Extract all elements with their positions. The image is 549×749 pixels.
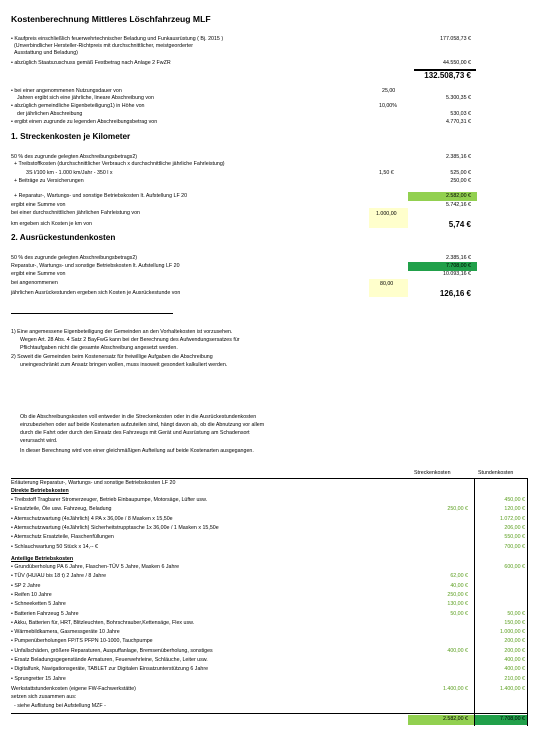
table-row-strecke: 250,00 € — [447, 591, 468, 598]
own-share-basis: der jährlichen Abschreibung — [17, 111, 83, 117]
footnote-1b: Wegen Art. 28 Abs. 4 Satz 2 BayFwG kann bei der Berechnung des Aufwendungsersatzes für — [20, 337, 240, 343]
footnote-1c: Pflichtaufgaben nicht die gesamte Abschreibung angesetzt werden. — [20, 345, 178, 351]
purchase-price-label: • Kaufpreis einschließlich feuerwehrtechnischer Beladung und Funkausrüstung ( Bj. 2015 ) — [11, 36, 224, 42]
footnote-rule — [11, 313, 173, 314]
s2-hours-value: 80,00 — [380, 281, 394, 287]
table-row-strecke: 62,00 € — [450, 573, 468, 580]
section-2-heading: 2. Ausrückestundenkosten — [11, 233, 116, 242]
s1-depreciation-value: 2.385,16 € — [445, 154, 471, 160]
annual-depreciation-value: 5.300,35 € — [445, 95, 471, 101]
table-row-label: • Batterien Fahrzeug 5 Jahre — [11, 610, 79, 617]
s1-per-km-label: km ergeben sich Kosten je km von — [11, 221, 92, 227]
table-header-rule — [11, 478, 527, 479]
table-row-label: • Atemschutz Ersatzteile, Flaschenfüllungen — [11, 534, 114, 541]
s1-fuel-calc: 3S l/100 km - 1.000 km/Jahr - 350 l x — [26, 170, 113, 176]
s1-sum-value: 5.742,16 € — [445, 202, 471, 208]
table-row-label: • SP 2 Jahre — [11, 582, 41, 589]
table-row-stunden: 400,00 € — [504, 666, 525, 673]
table-row-label: • TÜV (HU/AU bis 18 t) 2 Jahre / 8 Jahre — [11, 573, 107, 580]
table-row-stunden: 150,00 € — [504, 619, 525, 626]
s1-fuel-price: 1,50 € — [379, 170, 394, 176]
table-row-strecke: 40,00 € — [450, 582, 468, 589]
table-row-label: • Schlauchwartung 50 Stück x 14,-- € — [11, 543, 98, 550]
table-right-border — [527, 478, 528, 726]
note-line-4: verursacht wird. — [20, 438, 58, 444]
s2-repair-value: 7.708,00 € — [445, 263, 471, 269]
table-row-label: • Sprungretter 15 Jahre — [11, 675, 66, 682]
own-share-percent: 10,00% — [379, 103, 397, 109]
table-explanation: Erläuterung Reparatur-, Wartungs- und sonstige Betriebskosten LF 20 — [11, 480, 176, 486]
total-stunden: 7.708,00 € — [499, 716, 525, 722]
table-row-label: • Unfallschäden, größere Reparaturen, Auspuffanlage, Bremsenüberholung, sonstiges — [11, 647, 213, 654]
table-row-label: • Ersatz Beladungsgegenstände Armaturen, Feuerwehrleine, Schläuche, Leiter usw. — [11, 657, 208, 663]
table-row-stunden: 200,00 € — [504, 638, 525, 645]
s1-insurance-label: + Beiträge zu Versicherungen — [14, 178, 84, 184]
table-row-stunden: 200,00 € — [504, 647, 525, 654]
s1-mileage-value: 1.000,00 — [376, 211, 397, 217]
table-row-strecke: 250,00 € — [447, 506, 468, 513]
s1-fuel-label: + Treibstoffkosten (durchschnittlicher Verbrauch x durchschnittliche jährliche Fahrleistung) — [14, 161, 225, 167]
table-row-stunden: 1.072,00 € — [499, 515, 525, 522]
group-direct-costs: Direkte Betriebskosten — [11, 488, 69, 494]
s2-per-hour-label: jährlichen Ausrückestunden ergeben sich Kosten je Ausrückestunde von — [11, 290, 181, 296]
table-row-stunden: 206,00 € — [504, 524, 525, 531]
table-row-stunden: 120,00 € — [504, 506, 525, 513]
subsidy-value: 44.550,00 € — [443, 60, 471, 66]
table-row-label: • Digitalfunk, Navigationsgeräte, TABLET zur Digitalen Einsatzunterstützung 6 Jahre — [11, 666, 209, 673]
purchase-price-value: 177.058,73 € — [440, 36, 471, 42]
reference-label: - siehe Auflistung bei Aufstellung MZF - — [14, 703, 106, 709]
note-line-5: In dieser Berechnung wird von einer gleichmäßigen Aufteilung auf beide Kostenarten ausgegangen. — [20, 448, 254, 454]
table-row-label: • Wärmebildkamera, Gasmessgeräte 10 Jahre — [11, 629, 120, 636]
table-row-stunden: 400,00 € — [504, 657, 525, 663]
s1-repair-value: 2.582,00 € — [445, 193, 471, 199]
table-row-label: • Reifen 10 Jahre — [11, 591, 52, 598]
workshop-stunden: 1.400,00 € — [499, 686, 525, 692]
section-1-heading: 1. Streckenkosten je Kilometer — [11, 132, 131, 141]
note-line-1: Ob die Abschreibungskosten voll entweder in die Streckenkosten oder in die Ausrückestundenkosten — [20, 414, 257, 420]
table-total-rule — [11, 713, 527, 714]
annual-depreciation-label: Jahren ergibt sich eine jährliche, lineare Abschreibung von — [17, 95, 154, 101]
table-row-label: • Atemschutzwartung (4xJährlich) Sicherheitstrupptasche 1x 36,00e / 1 Masken x 15,50e — [11, 524, 219, 531]
table-row-stunden: 210,00 € — [504, 675, 525, 682]
table-row-stunden: 450,00 € — [504, 497, 525, 503]
table-row-stunden: 700,00 € — [504, 543, 525, 550]
total-strecke: 2.582,00 € — [442, 716, 468, 722]
table-row-label: • Akku, Batterien für, HRT, Blitzleuchten, Bohrschrauber,Kettensäge, Flex usw. — [11, 619, 195, 626]
s2-hours-label: bei angenommenen — [11, 280, 58, 286]
lifetime-label: • bei einer angenommenen Nutzungsdauer von — [11, 88, 122, 94]
own-share-label: • abzüglich gemeindliche Eigenbeteiligung1) in Höhe von — [11, 103, 145, 109]
s2-depreciation-value: 2.385,16 € — [445, 255, 471, 261]
table-row-label: • Grundüberholung PA 6 Jahre, Flaschen-TÜV 5 Jahre, Masken 6 Jahre — [11, 564, 180, 570]
table-row-stunden: 50,00 € — [507, 610, 525, 617]
table-row-label: • Pumpenüberholungen FP/TS PFPN 10-1000, Tauchpumpe — [11, 638, 153, 645]
compose-label: setzen sich zusammen aus: — [11, 694, 77, 700]
group-proportional-costs: Anteilige Betriebskosten — [11, 556, 74, 562]
table-row-strecke: 130,00 € — [447, 601, 468, 608]
table-row-stunden: 550,00 € — [504, 534, 525, 541]
depreciation-basis-value: 4.770,31 € — [445, 119, 471, 125]
s2-depreciation-label: 50 % des zugrunde gelegten Abschreibungsbetrags2) — [11, 255, 138, 261]
table-row-label: • Ersatzteile, Öle usw. Fahrzeug, Beladung — [11, 506, 112, 513]
purchase-note-1: (Unverbindlicher Hersteller-Richtpreis mit durchschnittlicher, meistgeorderter — [14, 43, 193, 49]
purchase-note-2: Ausstattung und Beladung) — [14, 50, 78, 56]
s1-mileage-label: bei einer durchschnittlichen jährlichen Fahrleistung von — [11, 210, 140, 216]
s2-per-hour-result: 126,16 € — [439, 289, 471, 298]
table-row-strecke: 50,00 € — [450, 610, 468, 617]
table-column-divider — [474, 478, 475, 726]
workshop-label: Werkstattstundenkosten (eigene FW-Fachwerkstätte) — [11, 686, 136, 692]
footnote-2: 2) Soweit die Gemeinden beim Kostenersatz für freiwillige Aufgaben die Abschreibung — [11, 354, 213, 360]
footnote-1: 1) Eine angemessene Eigenbeteiligung der Gemeinden an den Vorhaltekosten ist vorzusehen. — [11, 329, 233, 335]
table-row-label: • Schneeketten 5 Jahre — [11, 601, 66, 608]
table-row-stunden: 1.000,00 € — [499, 629, 525, 636]
subsidy-label: • abzüglich Staatszuschuss gemäß Festbetrag nach Anlage 2 FwZR — [11, 60, 171, 66]
footnote-2b: uneingeschränkt zum Ansatz bringen wollen, muss insoweit gesondert kalkuliert werden. — [20, 362, 228, 368]
s1-sum-label: ergibt eine Summe von — [11, 202, 66, 208]
depreciation-basis-label: • ergibt einen zugrunde zu legenden Abschreibungsbetrag von — [11, 119, 158, 125]
table-row-label: • Treibstoff Tragbarer Stromerzeuger, Betrieb Einbaupumpe, Motorsäge, Lüfter usw. — [11, 497, 208, 503]
table-row-label: • Atemschutzwartung (4xJährlich) 4 PA x 36,00e / 8 Masken x 15,50e — [11, 515, 173, 522]
s2-repair-label: Reparatur-, Wartungs- und sonstige Betriebskosten lt. Aufstellung LF 20 — [11, 263, 180, 269]
table-row-strecke: 400,00 € — [447, 647, 468, 654]
note-line-2: einzubeziehen oder auf beide Kostenarten aufzuteilen sind, hängt davon ab, ob die Abnutzung vor allem — [20, 422, 265, 428]
s2-sum-value: 10.093,16 € — [443, 271, 471, 277]
s1-depreciation-label: 50 % des zugrunde gelegten Abschreibungsbetrags2) — [11, 154, 138, 160]
s1-insurance-value: 250,00 € — [450, 178, 471, 184]
column-header-strecke: Streckenkosten — [414, 470, 451, 476]
s1-repair-label: + Reparatur-, Wartungs- und sonstige Betriebskosten lt. Aufstellung LF 20 — [14, 193, 188, 199]
column-header-stunden: Stundenkosten — [478, 470, 514, 476]
s1-per-km-result: 5,74 € — [448, 220, 471, 229]
table-row-stunden: 600,00 € — [504, 564, 525, 570]
s2-sum-label: ergibt eine Summe von — [11, 271, 66, 277]
note-line-3: durch die Fahrt oder durch den Einsatz des Fahrzeugs mit Gerät und Ausrüstung am Schadensort — [20, 430, 250, 436]
own-share-value: 530,03 € — [450, 111, 471, 117]
page-title: Kostenberechnung Mittleres Löschfahrzeug MLF — [11, 14, 211, 24]
s1-fuel-value: 525,00 € — [450, 170, 471, 176]
lifetime-years: 25,00 — [382, 88, 396, 94]
workshop-strecke: 1.400,00 € — [442, 686, 468, 692]
net-price-total: 132.508,73 € — [424, 71, 471, 80]
